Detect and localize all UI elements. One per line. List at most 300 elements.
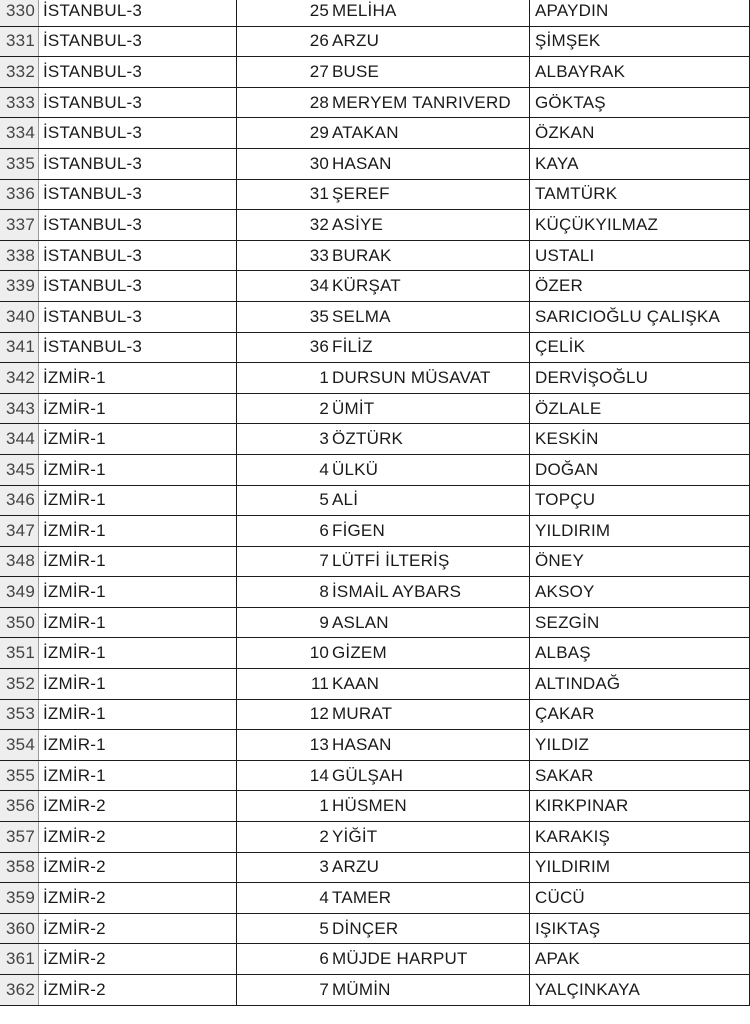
cell-last-name[interactable] [530, 271, 750, 301]
cell-rank[interactable] [237, 638, 330, 668]
cell-rank[interactable] [237, 394, 330, 424]
cell-last-name-text: TAMTÜRK [535, 184, 618, 204]
cell-constituency[interactable] [39, 0, 237, 26]
table-row [0, 547, 750, 578]
cell-rank[interactable] [237, 363, 330, 393]
row-number-header[interactable] [0, 241, 39, 271]
cell-last-name[interactable] [530, 363, 750, 393]
cell-constituency-text: İSTANBUL-3 [43, 245, 142, 265]
cell-constituency[interactable] [39, 333, 237, 363]
cell-first-name[interactable] [330, 791, 530, 821]
cell-first-name[interactable] [330, 333, 530, 363]
cell-last-name[interactable] [530, 853, 750, 883]
row-number-header-text: 353 [6, 704, 35, 724]
cell-last-name[interactable] [530, 638, 750, 668]
cell-constituency[interactable] [39, 608, 237, 638]
cell-constituency[interactable] [39, 486, 237, 516]
cell-first-name-text: BURAK [332, 245, 392, 265]
cell-rank-text: 4 [319, 459, 329, 479]
cell-first-name-text: MÜMİN [332, 979, 391, 999]
table-row [0, 149, 750, 180]
cell-constituency[interactable] [39, 577, 237, 607]
cell-constituency[interactable] [39, 241, 237, 271]
row-number-header[interactable] [0, 700, 39, 730]
cell-constituency[interactable] [39, 700, 237, 730]
cell-last-name[interactable] [530, 0, 750, 26]
cell-rank-text: 3 [319, 429, 329, 449]
row-number-header-text: 339 [6, 276, 35, 296]
table-row [0, 791, 750, 822]
cell-constituency-text: İZMİR-2 [43, 826, 106, 846]
cell-rank[interactable] [237, 241, 330, 271]
cell-first-name-text: BUSE [332, 61, 380, 81]
table-row [0, 455, 750, 486]
row-number-header-text: 349 [6, 582, 35, 602]
cell-first-name[interactable] [330, 363, 530, 393]
table-row [0, 853, 750, 884]
cell-last-name[interactable] [530, 700, 750, 730]
cell-rank[interactable] [237, 149, 330, 179]
row-number-header[interactable] [0, 791, 39, 821]
cell-first-name[interactable] [330, 455, 530, 485]
table-row [0, 516, 750, 547]
cell-constituency[interactable] [39, 271, 237, 301]
cell-first-name[interactable] [330, 394, 530, 424]
cell-rank[interactable] [237, 516, 330, 546]
cell-constituency-text: İSTANBUL-3 [43, 92, 142, 112]
row-number-header-text: 344 [6, 429, 35, 449]
cell-rank[interactable] [237, 88, 330, 118]
cell-constituency-text: İZMİR-1 [43, 520, 106, 540]
cell-first-name-text: MURAT [332, 704, 393, 724]
cell-last-name[interactable] [530, 302, 750, 332]
cell-last-name-text: YALÇINKAYA [535, 979, 640, 999]
row-number-header[interactable] [0, 822, 39, 852]
cell-last-name[interactable] [530, 27, 750, 57]
row-number-header[interactable] [0, 669, 39, 699]
cell-constituency[interactable] [39, 975, 237, 1005]
cell-rank-text: 25 [309, 0, 329, 20]
cell-last-name[interactable] [530, 486, 750, 516]
row-number-header-text: 334 [6, 123, 35, 143]
cell-last-name[interactable] [530, 914, 750, 944]
cell-rank-text: 8 [319, 582, 329, 602]
cell-first-name[interactable] [330, 577, 530, 607]
cell-rank[interactable] [237, 118, 330, 148]
table-row [0, 608, 750, 639]
cell-constituency-text: İZMİR-1 [43, 490, 106, 510]
row-number-header[interactable] [0, 577, 39, 607]
row-number-header-text: 350 [6, 612, 35, 632]
cell-rank[interactable] [237, 486, 330, 516]
cell-constituency[interactable] [39, 638, 237, 668]
cell-last-name[interactable] [530, 118, 750, 148]
cell-last-name-text: SEZGİN [535, 612, 600, 632]
cell-rank[interactable] [237, 944, 330, 974]
row-number-header[interactable] [0, 424, 39, 454]
cell-first-name[interactable] [330, 638, 530, 668]
row-number-header[interactable] [0, 149, 39, 179]
cell-constituency[interactable] [39, 730, 237, 760]
cell-rank[interactable] [237, 883, 330, 913]
cell-constituency-text: İSTANBUL-3 [43, 306, 142, 326]
cell-last-name[interactable] [530, 516, 750, 546]
cell-constituency-text: İZMİR-2 [43, 796, 106, 816]
cell-last-name[interactable] [530, 424, 750, 454]
cell-rank[interactable] [237, 302, 330, 332]
cell-rank-text: 1 [319, 367, 329, 387]
cell-first-name-text: İSMAİL AYBARS [332, 582, 462, 602]
table-row [0, 180, 750, 211]
cell-first-name[interactable] [330, 883, 530, 913]
cell-rank[interactable] [237, 822, 330, 852]
table-row [0, 975, 750, 1006]
table-row [0, 700, 750, 731]
row-number-header[interactable] [0, 180, 39, 210]
row-number-header[interactable] [0, 394, 39, 424]
cell-constituency[interactable] [39, 822, 237, 852]
cell-last-name[interactable] [530, 210, 750, 240]
cell-first-name-text: MELİHA [332, 0, 397, 20]
cell-first-name[interactable] [330, 516, 530, 546]
table-row [0, 210, 750, 241]
cell-first-name[interactable] [330, 271, 530, 301]
row-number-header-text: 331 [6, 31, 35, 51]
row-number-header-text: 347 [6, 520, 35, 540]
row-number-header[interactable] [0, 516, 39, 546]
cell-first-name[interactable] [330, 761, 530, 791]
cell-last-name-text: SAKAR [535, 765, 594, 785]
cell-first-name[interactable] [330, 118, 530, 148]
cell-last-name-text: KESKİN [535, 429, 599, 449]
cell-constituency-text: İZMİR-1 [43, 582, 106, 602]
cell-last-name[interactable] [530, 761, 750, 791]
cell-first-name[interactable] [330, 0, 530, 26]
cell-first-name-text: MERYEM TANRIVERD [332, 92, 511, 112]
row-number-header[interactable] [0, 730, 39, 760]
row-number-header[interactable] [0, 88, 39, 118]
cell-rank[interactable] [237, 730, 330, 760]
cell-constituency-text: İSTANBUL-3 [43, 31, 142, 51]
row-number-header-text: 343 [6, 398, 35, 418]
cell-constituency[interactable] [39, 394, 237, 424]
cell-rank[interactable] [237, 669, 330, 699]
cell-rank[interactable] [237, 914, 330, 944]
cell-last-name[interactable] [530, 333, 750, 363]
cell-constituency[interactable] [39, 761, 237, 791]
cell-last-name-text: AKSOY [535, 582, 595, 602]
cell-last-name-text: KIRKPINAR [535, 796, 629, 816]
cell-last-name[interactable] [530, 791, 750, 821]
row-number-header[interactable] [0, 271, 39, 301]
row-number-header[interactable] [0, 333, 39, 363]
row-number-header[interactable] [0, 27, 39, 57]
row-number-header[interactable] [0, 883, 39, 913]
cell-first-name[interactable] [330, 424, 530, 454]
cell-first-name-text: ŞEREF [332, 184, 390, 204]
cell-last-name-text: TOPÇU [535, 490, 596, 510]
row-number-header-text: 360 [6, 918, 35, 938]
cell-constituency[interactable] [39, 944, 237, 974]
cell-first-name-text: KÜRŞAT [332, 276, 401, 296]
cell-first-name[interactable] [330, 486, 530, 516]
row-number-header[interactable] [0, 57, 39, 87]
cell-constituency-text: İSTANBUL-3 [43, 123, 142, 143]
cell-rank-text: 34 [309, 276, 329, 296]
cell-rank-text: 1 [319, 796, 329, 816]
cell-constituency[interactable] [39, 669, 237, 699]
cell-first-name-text: ASİYE [332, 214, 384, 234]
cell-first-name-text: DİNÇER [332, 918, 399, 938]
cell-first-name[interactable] [330, 27, 530, 57]
row-number-header[interactable] [0, 455, 39, 485]
cell-rank[interactable] [237, 210, 330, 240]
cell-rank-text: 29 [309, 123, 329, 143]
cell-first-name-text: FİLİZ [332, 337, 373, 357]
row-number-header[interactable] [0, 0, 39, 26]
row-number-header[interactable] [0, 638, 39, 668]
cell-first-name[interactable] [330, 149, 530, 179]
table-row [0, 730, 750, 761]
cell-first-name[interactable] [330, 210, 530, 240]
row-number-header-text: 362 [6, 979, 35, 999]
row-number-header-text: 359 [6, 888, 35, 908]
cell-first-name[interactable] [330, 302, 530, 332]
cell-constituency[interactable] [39, 455, 237, 485]
row-number-header[interactable] [0, 853, 39, 883]
cell-rank-text: 27 [309, 61, 329, 81]
row-number-header-text: 340 [6, 306, 35, 326]
cell-rank[interactable] [237, 455, 330, 485]
cell-constituency[interactable] [39, 914, 237, 944]
cell-first-name-text: LÜTFİ İLTERİŞ [332, 551, 450, 571]
cell-rank-text: 6 [319, 949, 329, 969]
cell-last-name[interactable] [530, 57, 750, 87]
cell-rank[interactable] [237, 0, 330, 26]
cell-last-name-text: GÖKTAŞ [535, 92, 606, 112]
row-number-header-text: 358 [6, 857, 35, 877]
cell-last-name-text: ÖZER [535, 276, 584, 296]
cell-constituency[interactable] [39, 547, 237, 577]
row-number-header[interactable] [0, 914, 39, 944]
cell-rank[interactable] [237, 761, 330, 791]
cell-first-name[interactable] [330, 88, 530, 118]
cell-constituency[interactable] [39, 57, 237, 87]
cell-last-name[interactable] [530, 149, 750, 179]
cell-last-name[interactable] [530, 608, 750, 638]
cell-last-name[interactable] [530, 394, 750, 424]
table-row [0, 914, 750, 945]
cell-rank-text: 5 [319, 490, 329, 510]
row-number-header[interactable] [0, 486, 39, 516]
cell-rank[interactable] [237, 57, 330, 87]
row-number-header-text: 348 [6, 551, 35, 571]
cell-last-name-text: ALTINDAĞ [535, 673, 621, 693]
cell-first-name-text: ALİ [332, 490, 359, 510]
cell-constituency-text: İZMİR-2 [43, 888, 106, 908]
cell-rank-text: 13 [309, 735, 329, 755]
cell-rank[interactable] [237, 180, 330, 210]
table-row [0, 333, 750, 364]
cell-first-name-text: TAMER [332, 888, 392, 908]
row-number-header-text: 345 [6, 459, 35, 479]
cell-first-name[interactable] [330, 608, 530, 638]
row-number-header-text: 356 [6, 796, 35, 816]
cell-last-name[interactable] [530, 180, 750, 210]
cell-rank[interactable] [237, 700, 330, 730]
cell-constituency[interactable] [39, 27, 237, 57]
row-number-header-text: 338 [6, 245, 35, 265]
cell-first-name[interactable] [330, 730, 530, 760]
cell-constituency-text: İZMİR-1 [43, 367, 106, 387]
cell-constituency[interactable] [39, 302, 237, 332]
cell-constituency-text: İZMİR-2 [43, 857, 106, 877]
cell-last-name[interactable] [530, 241, 750, 271]
cell-first-name[interactable] [330, 822, 530, 852]
cell-constituency[interactable] [39, 791, 237, 821]
cell-last-name[interactable] [530, 975, 750, 1005]
row-number-header-text: 330 [6, 0, 35, 20]
row-number-header[interactable] [0, 547, 39, 577]
cell-rank-text: 4 [319, 888, 329, 908]
cell-constituency-text: İZMİR-1 [43, 704, 106, 724]
cell-last-name[interactable] [530, 944, 750, 974]
cell-rank-text: 7 [319, 551, 329, 571]
cell-last-name[interactable] [530, 577, 750, 607]
row-number-header-text: 333 [6, 92, 35, 112]
cell-rank[interactable] [237, 791, 330, 821]
row-number-header[interactable] [0, 210, 39, 240]
cell-first-name[interactable] [330, 975, 530, 1005]
cell-rank-text: 2 [319, 826, 329, 846]
cell-constituency[interactable] [39, 210, 237, 240]
cell-constituency-text: İSTANBUL-3 [43, 337, 142, 357]
cell-rank[interactable] [237, 547, 330, 577]
table-row [0, 883, 750, 914]
cell-rank[interactable] [237, 975, 330, 1005]
table-row [0, 394, 750, 425]
cell-rank[interactable] [237, 333, 330, 363]
cell-constituency[interactable] [39, 88, 237, 118]
table-row [0, 822, 750, 853]
row-number-header[interactable] [0, 944, 39, 974]
cell-rank-text: 36 [309, 337, 329, 357]
cell-rank[interactable] [237, 853, 330, 883]
cell-rank-text: 28 [309, 92, 329, 112]
cell-first-name[interactable] [330, 700, 530, 730]
row-number-header-text: 337 [6, 214, 35, 234]
cell-first-name-text: ASLAN [332, 612, 389, 632]
table-row [0, 88, 750, 119]
row-number-header-text: 342 [6, 367, 35, 387]
cell-rank[interactable] [237, 424, 330, 454]
cell-first-name[interactable] [330, 944, 530, 974]
table-row [0, 761, 750, 792]
cell-constituency[interactable] [39, 118, 237, 148]
cell-constituency[interactable] [39, 883, 237, 913]
cell-constituency[interactable] [39, 853, 237, 883]
cell-first-name[interactable] [330, 241, 530, 271]
row-number-header[interactable] [0, 975, 39, 1005]
cell-first-name-text: HASAN [332, 153, 392, 173]
cell-last-name-text: ÖNEY [535, 551, 584, 571]
cell-constituency[interactable] [39, 363, 237, 393]
cell-last-name[interactable] [530, 669, 750, 699]
cell-first-name[interactable] [330, 853, 530, 883]
cell-last-name-text: YILDIRIM [535, 520, 611, 540]
cell-first-name-text: MÜJDE HARPUT [332, 949, 468, 969]
row-number-header[interactable] [0, 608, 39, 638]
cell-constituency[interactable] [39, 149, 237, 179]
cell-last-name-text: ALBAŞ [535, 643, 591, 663]
cell-last-name-text: IŞIKTAŞ [535, 918, 601, 938]
cell-rank-text: 30 [309, 153, 329, 173]
cell-last-name[interactable] [530, 547, 750, 577]
row-number-header[interactable] [0, 302, 39, 332]
cell-first-name-text: ATAKAN [332, 123, 399, 143]
cell-first-name[interactable] [330, 669, 530, 699]
cell-rank[interactable] [237, 271, 330, 301]
cell-first-name[interactable] [330, 180, 530, 210]
cell-last-name[interactable] [530, 88, 750, 118]
cell-rank[interactable] [237, 577, 330, 607]
cell-first-name-text: GÜLŞAH [332, 765, 404, 785]
cell-constituency-text: İZMİR-2 [43, 918, 106, 938]
cell-rank-text: 26 [309, 31, 329, 51]
cell-last-name[interactable] [530, 455, 750, 485]
cell-rank[interactable] [237, 608, 330, 638]
cell-first-name[interactable] [330, 547, 530, 577]
cell-constituency-text: İZMİR-2 [43, 979, 106, 999]
table-row [0, 669, 750, 700]
row-number-header[interactable] [0, 761, 39, 791]
cell-constituency[interactable] [39, 516, 237, 546]
cell-constituency[interactable] [39, 180, 237, 210]
cell-constituency-text: İSTANBUL-3 [43, 153, 142, 173]
table-row [0, 944, 750, 975]
cell-last-name[interactable] [530, 822, 750, 852]
cell-first-name-text: YİĞİT [332, 826, 378, 846]
row-number-header-text: 335 [6, 153, 35, 173]
cell-last-name-text: APAYDIN [535, 0, 609, 20]
table-row [0, 271, 750, 302]
cell-first-name-text: HÜSMEN [332, 796, 407, 816]
row-number-header-text: 352 [6, 673, 35, 693]
cell-last-name-text: ÖZKAN [535, 123, 595, 143]
cell-first-name[interactable] [330, 914, 530, 944]
row-number-header[interactable] [0, 363, 39, 393]
cell-constituency-text: İZMİR-1 [43, 429, 106, 449]
row-number-header-text: 332 [6, 61, 35, 81]
cell-last-name-text: KARAKIŞ [535, 826, 611, 846]
cell-first-name-text: HASAN [332, 735, 392, 755]
cell-rank-text: 12 [309, 704, 329, 724]
cell-constituency-text: İSTANBUL-3 [43, 61, 142, 81]
cell-last-name[interactable] [530, 883, 750, 913]
cell-rank-text: 32 [309, 214, 329, 234]
cell-constituency-text: İSTANBUL-3 [43, 214, 142, 234]
cell-first-name[interactable] [330, 57, 530, 87]
cell-last-name-text: DOĞAN [535, 459, 599, 479]
cell-rank[interactable] [237, 27, 330, 57]
cell-rank-text: 35 [309, 306, 329, 326]
row-number-header[interactable] [0, 118, 39, 148]
cell-rank-text: 10 [309, 643, 329, 663]
cell-constituency[interactable] [39, 424, 237, 454]
cell-last-name[interactable] [530, 730, 750, 760]
cell-last-name-text: KÜÇÜKYILMAZ [535, 214, 659, 234]
table-row [0, 638, 750, 669]
